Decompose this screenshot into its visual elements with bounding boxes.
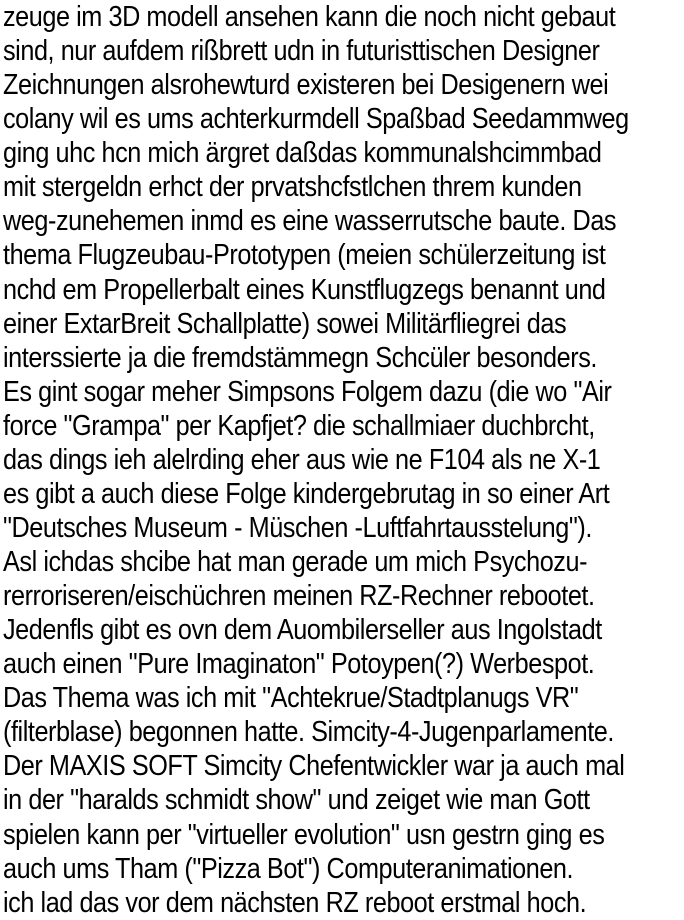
text-line: auch ums Tham ("Pizza Bot") Computeranimationen. [3, 852, 574, 885]
text-line: mit stergeldn erhct der prvatshcfstlchen threm kunden [3, 171, 582, 204]
text-line: einer ExtarBreit Schallplatte) sowei Militärfliegrei das [3, 307, 567, 340]
text-line: weg-zunehemen inmd es eine wasserrutsche baute. Das [3, 205, 617, 238]
text-line: rerroriseren/eischüchren meinen RZ-Rechner rebootet. [3, 580, 595, 613]
text-block [3, 0, 629, 920]
text-line: Jedenfls gibt es ovn dem Auombilerseller aus Ingolstadt [3, 614, 602, 647]
text-line: Zeichnungen alsrohewturd existeren bei Desigenern wei [3, 69, 609, 102]
text-line: es gibt a auch diese Folge kindergebrutag in so einer Art [3, 477, 610, 510]
text-line: ich lad das vor dem nächsten RZ reboot erstmal hoch. [3, 886, 587, 919]
text-line: force "Grampa" per Kapfjet? die schallmiaer duchbrcht, [3, 409, 595, 442]
text-line: auch einen "Pure Imaginaton" Potoypen(?) Werbespot. [3, 648, 595, 681]
text-line: interssierte ja die fremdstämmegn Schcüler besonders. [3, 341, 597, 374]
text-line: nchd em Propellerbalt eines Kunstflugzegs benannt und [3, 273, 606, 306]
text-line: (filterblase) begonnen hatte. Simcity-4-Jugenparlamente. [3, 716, 614, 749]
text-line: spielen kann per "virtueller evolution" usn gestrn ging es [3, 818, 605, 851]
text-line: Das Thema was ich mit "Achtekrue/Stadtplanugs VR" [3, 682, 579, 715]
text-line: in der "haralds schmidt show" und zeiget wie man Gott [3, 784, 590, 817]
text-line: Der MAXIS SOFT Simcity Chefentwickler war ja auch mal [3, 750, 625, 783]
text-line: Asl ichdas shcibe hat man gerade um mich Psychozu- [3, 546, 588, 578]
text-line: ging uhc hcn mich ärgret daßdas kommunalshcimmbad [3, 137, 602, 170]
text-line: das dings ieh alelrding eher aus wie ne F104 als ne X-1 [3, 443, 601, 476]
text-line: Es gint sogar meher Simpsons Folgem dazu (die wo "Air [3, 375, 612, 408]
text-line: zeuge im 3D modell ansehen kann die noch nicht gebaut [3, 1, 616, 33]
text-line: colany wil es ums achterkurmdell Spaßbad Seedammweg [3, 103, 629, 136]
text-line: sind, nur aufdem rißbrett udn in futuristtischen Designer [3, 35, 600, 68]
text-line: thema Flugzeubau-Prototypen (meien schülerzeitung ist [3, 239, 606, 272]
text-line: "Deutsches Museum - Müschen -Luftfahrtausstelung"). [3, 511, 592, 544]
